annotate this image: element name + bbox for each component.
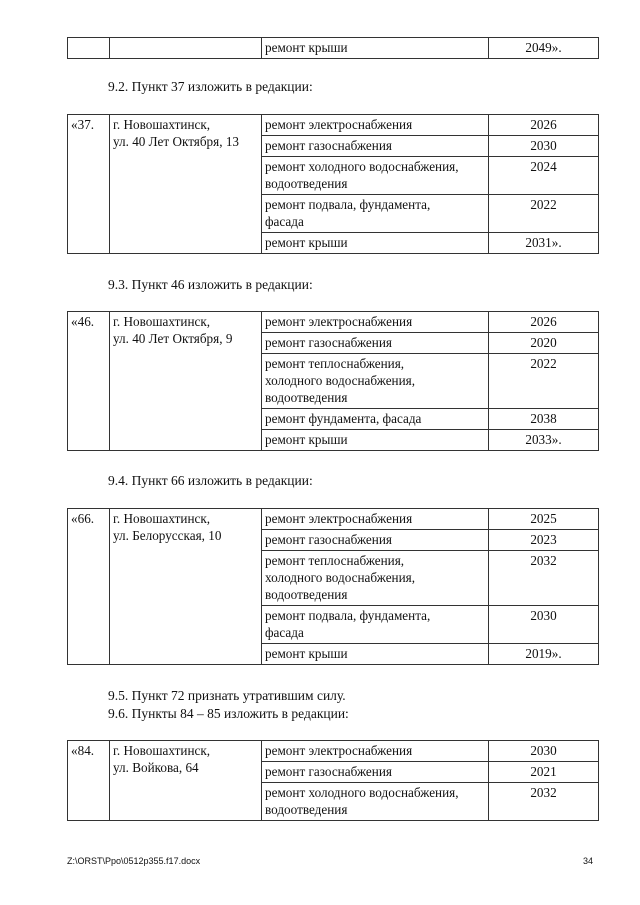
address-street: ул. 40 Лет Октября, 9 xyxy=(113,331,233,346)
work-cell xyxy=(262,783,489,821)
address-cell xyxy=(110,741,262,821)
work-line: водоотведения xyxy=(265,802,348,817)
address-city: г. Новошахтинск, xyxy=(113,314,211,329)
table-row xyxy=(68,509,599,530)
work-cell xyxy=(262,195,489,233)
year-cell: 2030 xyxy=(489,606,599,644)
work-cell: ремонт газоснабжения xyxy=(262,333,489,354)
year-cell: 2049». xyxy=(489,38,599,59)
number-cell: «84. xyxy=(68,741,110,821)
section-heading-9-3: 9.3. Пункт 46 изложить в редакции: xyxy=(108,277,313,292)
number-cell: «37. xyxy=(68,115,110,254)
year-cell: 2023 xyxy=(489,530,599,551)
work-cell: ремонт крыши xyxy=(262,644,489,665)
year-cell: 2026 xyxy=(489,115,599,136)
work-cell: ремонт фундамента, фасада xyxy=(262,409,489,430)
year-cell: 2024 xyxy=(489,157,599,195)
work-cell xyxy=(262,606,489,644)
work-cell: ремонт газоснабжения xyxy=(262,762,489,783)
work-line: ремонт холодного водоснабжения, xyxy=(265,785,459,800)
work-cell: ремонт газоснабжения xyxy=(262,136,489,157)
year-cell: 2020 xyxy=(489,333,599,354)
address-cell xyxy=(110,509,262,665)
year-cell: 2032 xyxy=(489,551,599,606)
address-cell xyxy=(110,115,262,254)
address-cell xyxy=(110,38,262,59)
work-cell: ремонт электроснабжения xyxy=(262,115,489,136)
work-line: фасада xyxy=(265,625,304,640)
work-line: ремонт холодного водоснабжения, xyxy=(265,159,459,174)
section-heading-9-4: 9.4. Пункт 66 изложить в редакции: xyxy=(108,473,313,488)
year-cell: 2026 xyxy=(489,312,599,333)
work-cell: ремонт электроснабжения xyxy=(262,509,489,530)
table-row xyxy=(68,312,599,333)
year-cell: 2030 xyxy=(489,741,599,762)
section-heading-9-6: 9.6. Пункты 84 – 85 изложить в редакции: xyxy=(108,706,349,721)
number-cell xyxy=(68,38,110,59)
year-cell: 2022 xyxy=(489,354,599,409)
table-row xyxy=(68,38,599,59)
year-cell: 2030 xyxy=(489,136,599,157)
work-line: водоотведения xyxy=(265,587,348,602)
item-37-table xyxy=(67,114,599,254)
year-cell: 2032 xyxy=(489,783,599,821)
work-cell: ремонт крыши xyxy=(262,430,489,451)
item-66-table xyxy=(67,508,599,665)
address-street: ул. Войкова, 64 xyxy=(113,760,199,775)
table-row xyxy=(68,741,599,762)
item-46-table xyxy=(67,311,599,451)
year-cell: 2031». xyxy=(489,233,599,254)
work-line: ремонт теплоснабжения, xyxy=(265,553,405,568)
work-cell: ремонт электроснабжения xyxy=(262,741,489,762)
work-cell xyxy=(262,354,489,409)
table-row xyxy=(68,115,599,136)
work-line: ремонт теплоснабжения, xyxy=(265,356,405,371)
work-cell xyxy=(262,551,489,606)
year-cell: 2025 xyxy=(489,509,599,530)
page-number: 34 xyxy=(583,856,594,866)
address-city: г. Новошахтинск, xyxy=(113,117,211,132)
address-city: г. Новошахтинск, xyxy=(113,743,211,758)
address-city: г. Новошахтинск, xyxy=(113,511,211,526)
year-cell: 2022 xyxy=(489,195,599,233)
section-heading-9-2: 9.2. Пункт 37 изложить в редакции: xyxy=(108,79,313,94)
section-text-9-5: 9.5. Пункт 72 признать утратившим силу. xyxy=(108,688,346,703)
work-cell: ремонт газоснабжения xyxy=(262,530,489,551)
address-street: ул. Белорусская, 10 xyxy=(113,528,222,543)
work-cell: ремонт крыши xyxy=(262,38,489,59)
work-cell: ремонт крыши xyxy=(262,233,489,254)
year-cell: 2021 xyxy=(489,762,599,783)
footer-file-path: Z:\ORST\Ppo\0512p355.f17.docx xyxy=(67,856,201,866)
work-line: холодного водоснабжения, xyxy=(265,570,416,585)
address-cell xyxy=(110,312,262,451)
address-street: ул. 40 Лет Октября, 13 xyxy=(113,134,240,149)
work-line: водоотведения xyxy=(265,390,348,405)
number-cell: «46. xyxy=(68,312,110,451)
continuation-table xyxy=(67,37,599,59)
year-cell: 2033». xyxy=(489,430,599,451)
work-line: ремонт подвала, фундамента, xyxy=(265,197,431,212)
work-line: холодного водоснабжения, xyxy=(265,373,416,388)
item-84-table xyxy=(67,740,599,821)
work-line: ремонт подвала, фундамента, xyxy=(265,608,431,623)
work-line: водоотведения xyxy=(265,176,348,191)
year-cell: 2019». xyxy=(489,644,599,665)
work-line: фасада xyxy=(265,214,304,229)
number-cell: «66. xyxy=(68,509,110,665)
work-cell: ремонт электроснабжения xyxy=(262,312,489,333)
work-cell xyxy=(262,157,489,195)
year-cell: 2038 xyxy=(489,409,599,430)
